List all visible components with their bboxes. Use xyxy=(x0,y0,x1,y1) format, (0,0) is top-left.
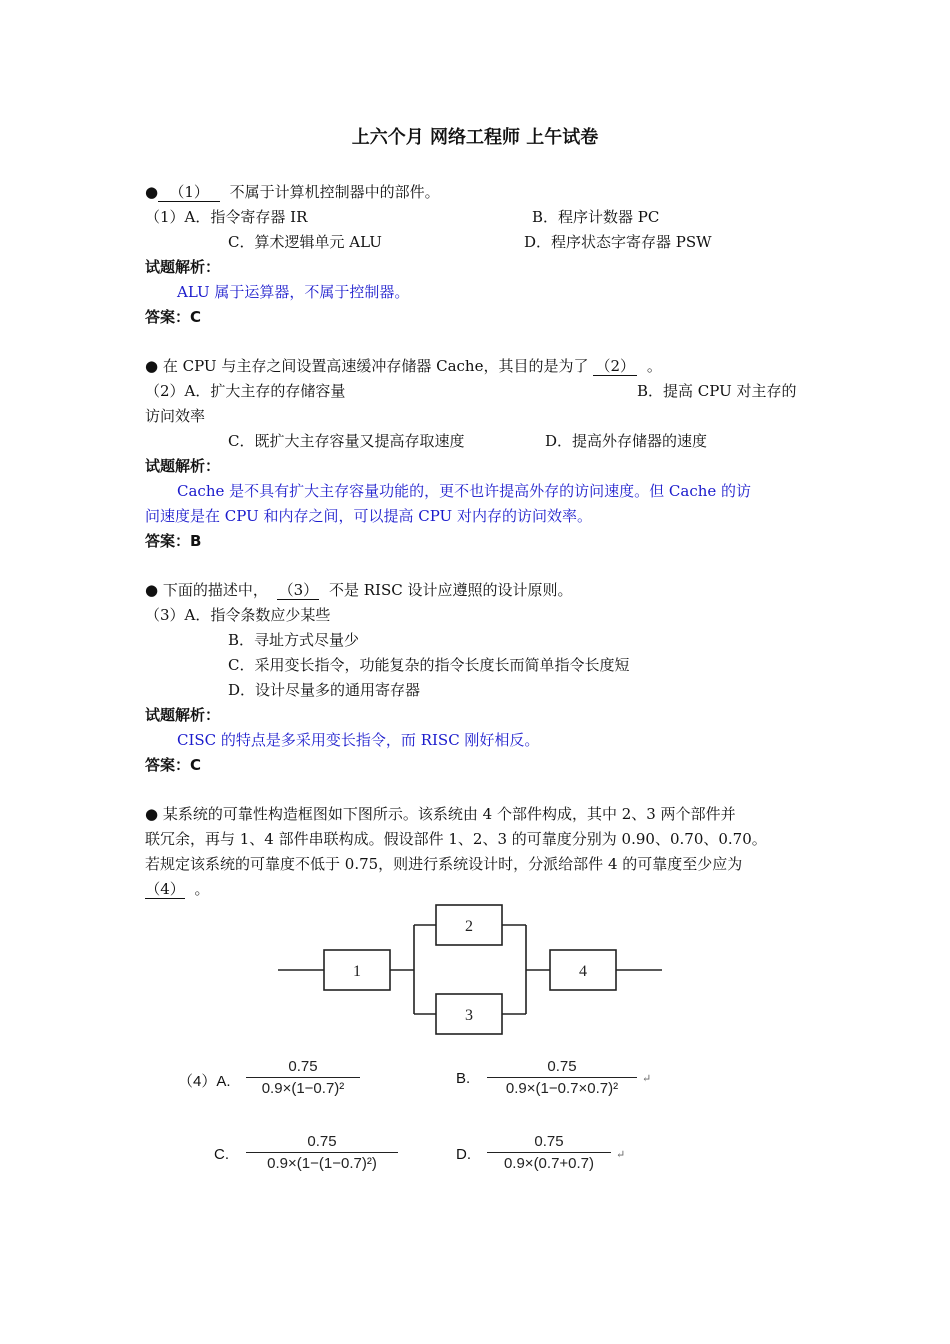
q3-analysis: CISC 的特点是多采用变长指令，而 RISC 刚好相反。 xyxy=(177,731,540,749)
return-mark-icon: ↵ xyxy=(616,1148,626,1161)
q1-analysis: ALU 属于运算器，不属于控制器。 xyxy=(177,283,410,301)
q2-option-b-cont: 访问效率 xyxy=(145,407,206,425)
blank-4: （4） xyxy=(145,880,185,898)
q4-option-c-formula xyxy=(246,1133,398,1172)
question-1-stem xyxy=(145,182,440,202)
q4-option-b-numerator: 0.75 xyxy=(547,1058,577,1075)
q2-analysis-label: 试题解析： xyxy=(145,457,221,475)
q3-answer: 答案：C xyxy=(145,756,202,774)
q1-analysis-label: 试题解析： xyxy=(145,258,221,276)
page-title: 上六个月 网络工程师 上午试卷 xyxy=(351,127,599,148)
q3-option-c: C．采用变长指令，功能复杂的指令长度长而简单指令长度短 xyxy=(228,656,630,674)
q4-option-b-label: B. xyxy=(456,1070,471,1087)
q3-option-d: D．设计尽量多的通用寄存器 xyxy=(228,681,421,699)
q4-option-a-denominator: 0.9×(1−0.7)² xyxy=(261,1080,345,1097)
component-label-1: 1 xyxy=(353,963,361,980)
q2-option-a: （2）A．扩大主存的存储容量 xyxy=(145,382,346,400)
q4-option-b-formula xyxy=(487,1058,637,1097)
question-3-end: 不是 RISC 设计应遵照的设计原则。 xyxy=(328,581,573,599)
blank-3: （3） xyxy=(278,581,319,599)
q4-stem-line-3: 若规定该系统的可靠度不低于 0.75，则进行系统设计时，分派给部件 4 的可靠度至少应为 xyxy=(145,855,743,873)
question-3-text: ● 下面的描述中， xyxy=(145,581,268,599)
bullet-icon: ● xyxy=(145,183,159,201)
q2-answer: 答案：B xyxy=(145,532,202,550)
blank-1: （1） xyxy=(158,183,220,202)
q4-option-c-numerator: 0.75 xyxy=(307,1133,337,1150)
return-mark-icon: ↵ xyxy=(642,1072,652,1085)
q2-analysis-line-1: Cache 是不具有扩大主存容量功能的，更不也许提高外存的访问速度。但 Cache 的访 xyxy=(177,482,752,500)
component-label-2: 2 xyxy=(465,918,473,935)
q4-stem-line-1: ● 某系统的可靠性构造框图如下图所示。该系统由 4 个部件构成，其中 2、3 两个部件并 xyxy=(145,805,736,823)
q2-option-b: B．提高 CPU 对主存的 xyxy=(637,382,797,400)
q1-option-d: D．程序状态字寄存器 PSW xyxy=(524,233,712,251)
q4-option-d-label: D. xyxy=(456,1146,471,1163)
question-2-text: ● 在 CPU 与主存之间设置高速缓冲存储器 Cache，其目的是为了 xyxy=(145,357,589,375)
question-2-end: 。 xyxy=(646,357,662,375)
q2-analysis-line-2: 问速度是在 CPU 和内存之间，可以提高 CPU 对内存的访问效率。 xyxy=(145,507,592,525)
component-label-3: 3 xyxy=(465,1007,473,1024)
reliability-diagram xyxy=(278,900,668,1045)
q4-stem-end: 。 xyxy=(194,880,210,898)
q2-option-c: C．既扩大主存容量又提高存取速度 xyxy=(228,432,465,450)
q4-stem-line-2: 联冗余，再与 1、4 部件串联构成。假设部件 1、2、3 的可靠度分别为 0.90、0.70、0.70。 xyxy=(145,830,767,848)
q4-stem-line-4 xyxy=(145,879,210,899)
q4-option-c-denominator: 0.9×(1−(1−0.7)²) xyxy=(267,1155,377,1172)
question-2-stem xyxy=(145,356,662,376)
blank-2: （2） xyxy=(593,357,637,376)
question-3-stem xyxy=(145,580,572,600)
question-1-text: 不属于计算机控制器中的部件。 xyxy=(229,183,440,201)
q3-option-a: （3）A．指令条数应少某些 xyxy=(145,606,331,624)
q1-option-a: （1）A．指令寄存器 IR xyxy=(145,208,308,226)
q4-option-c-label: C. xyxy=(214,1146,229,1163)
q4-option-d-denominator: 0.9×(0.7+0.7) xyxy=(503,1155,595,1172)
q4-option-d-numerator: 0.75 xyxy=(534,1133,564,1150)
q2-option-d: D．提高外存储器的速度 xyxy=(545,432,708,450)
q4-option-a-numerator: 0.75 xyxy=(288,1058,318,1075)
q4-option-a-label: （4）A. xyxy=(178,1073,231,1090)
component-label-4: 4 xyxy=(579,963,587,980)
q4-option-b-denominator: 0.9×(1−0.7×0.7)² xyxy=(505,1080,619,1097)
q4-option-a-formula xyxy=(246,1058,360,1097)
q1-answer: 答案：C xyxy=(145,308,202,326)
q4-option-d-formula xyxy=(487,1133,611,1172)
q1-option-c: C．算术逻辑单元 ALU xyxy=(228,233,382,251)
q3-option-b: B．寻址方式尽量少 xyxy=(228,631,360,649)
q1-option-b: B．程序计数器 PC xyxy=(532,208,660,226)
q3-analysis-label: 试题解析： xyxy=(145,706,221,724)
